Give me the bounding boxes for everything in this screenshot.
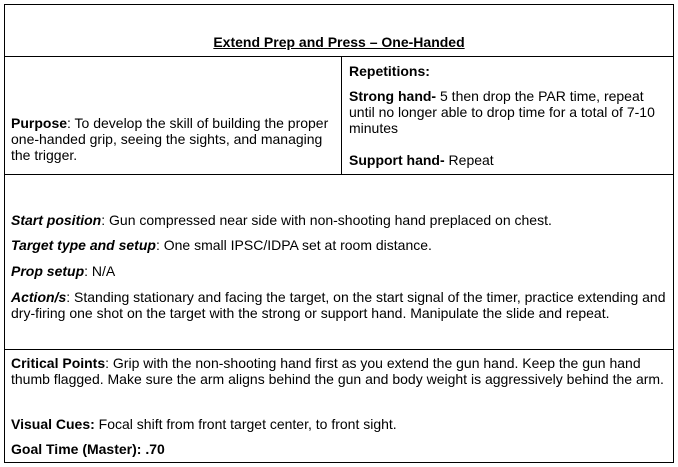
- strong-hand-body: 5 then drop the PAR time, repeat until no longer able to drop time for a total of 7-10 minutes: [349, 88, 655, 136]
- purpose-body: : To develop the skill of building the proper one-handed grip, seeing the sights, and managing the trigger.: [11, 115, 329, 163]
- target-setup-label: Target type and setup: [11, 237, 156, 253]
- support-hand-text: [349, 152, 494, 168]
- visual-cues-body: Focal shift from front target center, to front sight.: [94, 416, 397, 432]
- goal-time: Goal Time (Master): .70: [11, 441, 165, 457]
- prop-setup: [11, 263, 667, 279]
- prop-setup-label: Prop setup: [11, 263, 85, 279]
- visual-cues-label: Visual Cues:: [11, 416, 95, 432]
- purpose-text: [11, 115, 333, 163]
- actions-label: Action/s: [11, 289, 67, 305]
- actions: [11, 289, 667, 321]
- prop-setup-body: : N/A: [84, 263, 116, 279]
- support-hand-label: Support hand-: [349, 152, 445, 168]
- repetitions-heading: Repetitions:: [349, 63, 430, 79]
- purpose-label: Purpose: [11, 115, 68, 131]
- drill-sheet: [4, 4, 674, 463]
- title-row: [5, 5, 673, 57]
- repetitions-cell: [342, 57, 673, 174]
- support-hand-body: Repeat: [444, 152, 494, 168]
- critical-points-label: Critical Points: [11, 355, 106, 371]
- start-position-label: Start position: [11, 212, 102, 228]
- purpose-cell: [5, 57, 342, 174]
- target-setup-body: : One small IPSC/IDPA set at room distance.: [155, 237, 432, 253]
- strong-hand-text: [349, 88, 667, 136]
- start-position-body: : Gun compressed near side with non-shooting hand preplaced on chest.: [101, 212, 552, 228]
- setup-row: [5, 175, 673, 350]
- actions-body: : Standing stationary and facing the target, on the start signal of the timer, practice extending and dry-firing one shot on the target with the strong or support hand. Manipulate the slide and repeat.: [11, 289, 666, 321]
- critical-points: [11, 355, 667, 387]
- start-position: [11, 212, 667, 228]
- visual-cues: [11, 416, 667, 432]
- critical-points-body: : Grip with the non-shooting hand first as you extend the gun hand. Keep the gun hand thumb flagged. Make sure the arm aligns behind the gun and body weight is aggressively behind the arm.: [11, 355, 664, 387]
- drill-title: Extend Prep and Press – One-Handed: [213, 34, 465, 50]
- purpose-repetitions-row: [5, 57, 673, 175]
- strong-hand-label: Strong hand-: [349, 88, 437, 104]
- notes-row: [5, 350, 673, 462]
- target-setup: [11, 237, 667, 253]
